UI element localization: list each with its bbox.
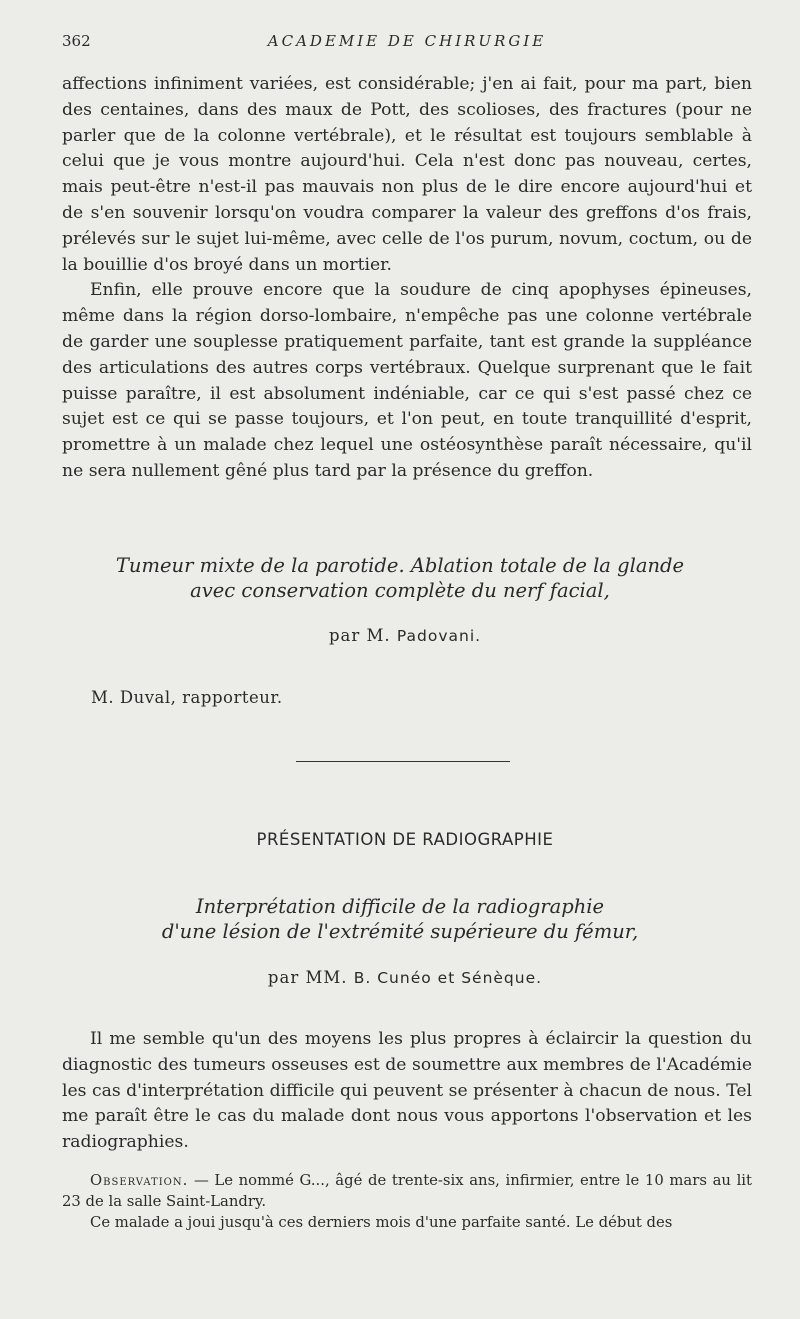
article-title-1-line-2: avec conservation complète du nerf facial,: [190, 579, 610, 602]
byline-1-author: Padovani.: [396, 627, 482, 645]
observation-label: Observation.: [90, 1172, 189, 1189]
article-title-1-line-1: Tumeur mixte de la parotide. Ablation totale de la glande: [115, 554, 685, 577]
body-text-top: [62, 72, 752, 485]
article-title-2: [50, 894, 750, 944]
running-title: ACADEMIE DE CHIRURGIE: [267, 32, 547, 50]
section-heading: PRÉSENTATION DE RADIOGRAPHIE: [256, 830, 554, 849]
paragraph-3: Il me semble qu'un des moyens les plus propres à éclaircir la question du diagnostic des tumeurs osseuses est de soumettre aux membres de l'Académie les cas d'interprétation difficile qui peuvent se présenter à chacun de nous. Tel me paraît être le cas du malade dont nous vous apportons l'observation et les radiographies.: [62, 1029, 752, 1153]
article-title-2-line-2: d'une lésion de l'extrémité supérieure du fémur,: [161, 920, 639, 943]
page-number: 362: [62, 32, 91, 50]
observation-block: [62, 1170, 752, 1233]
byline-2: [0, 968, 800, 987]
byline-1: [0, 626, 800, 645]
observation-line-1: [62, 1170, 752, 1212]
page-header: [62, 32, 752, 54]
observation-text-1: — Le nommé G..., âgé de trente-six ans, infirmier, entre le 10 mars au lit 23 de la salle Saint-Landry.: [62, 1172, 752, 1210]
byline-1-prefix: par M.: [328, 626, 391, 645]
byline-2-prefix: par MM.: [267, 968, 348, 987]
section-divider: [296, 761, 510, 762]
article-title-1: [50, 553, 750, 603]
observation-line-2: Ce malade a joui jusqu'à ces derniers mois d'une parfaite santé. Le début des: [90, 1214, 673, 1231]
byline-2-authors: B. Cunéo et Sénèque.: [353, 969, 543, 987]
body-text-article-2: [62, 1027, 752, 1156]
reporter-line: M. Duval, rapporteur.: [91, 688, 283, 707]
paragraph-1: affections infiniment variées, est considérable; j'en ai fait, pour ma part, bien des centaines, dans des maux de Pott, des scolioses, des fractures (pour ne parler que de la colonne vertébrale), et le résultat est toujours semblable à celui que je vous montre aujourd'hui. Cela n'est donc pas nouveau, certes, mais peut-être n'est-il pas mauvais non plus de le dire encore aujourd'hui et de s'en souvenir lorsqu'on voudra comparer la valeur des greffons d'os frais, prélevés sur le sujet lui-même, avec celle de l'os purum, novum, coctum, ou de la bouillie d'os broyé dans un mortier.: [62, 74, 752, 275]
paragraph-2: Enfin, elle prouve encore que la soudure de cinq apophyses épineuses, même dans la région dorso-lombaire, n'empêche pas une colonne vertébrale de garder une souplesse pratiquement parfaite, tant est grande la suppléance des articulations des autres corps vertébraux. Quelque surprenant que le fait puisse paraître, il est absolument indéniable, car ce qui s'est passé chez ce sujet est ce qui se passe toujours, et l'on peut, en toute tranquillité d'esprit, promettre à un malade chez lequel une ostéosynthèse paraît nécessaire, qu'il ne sera nullement gêné plus tard par la présence du greffon.: [62, 280, 752, 481]
article-title-2-line-1: Interprétation difficile de la radiographie: [195, 895, 605, 918]
